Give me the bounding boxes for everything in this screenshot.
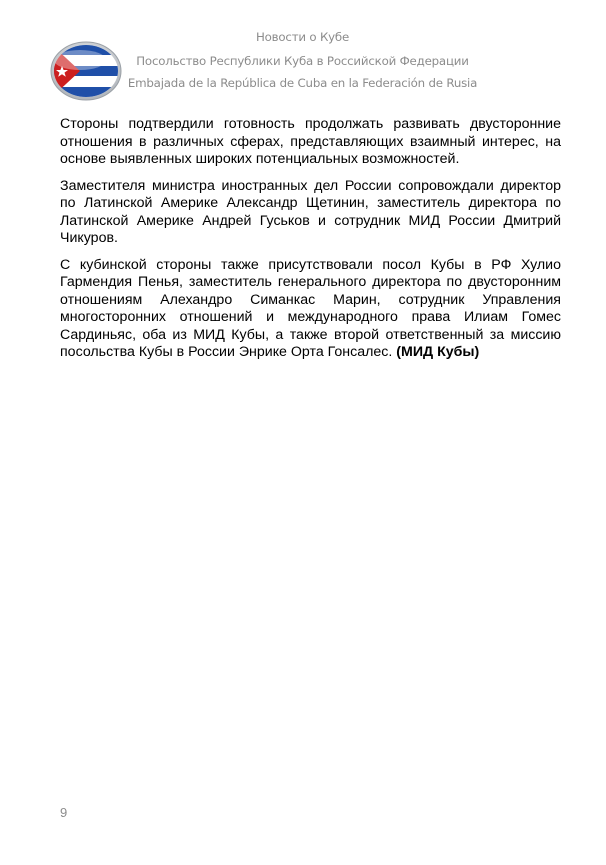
page-number: 9 [60,805,68,820]
paragraph-text: С кубинской стороны также присутствовали посол Кубы в РФ Хулио Гармендия Пенья, заместитель генерального директора по двусторонним отношениям Алехандро Симанкас Марин, сотрудник Управления многосторонних отношений и международного права Илиам Гомес Сардиньяс, оба из МИД Кубы, а также второй ответственный за миссию посольства Кубы в России Энрике Орта Гонсалес. [60,256,561,360]
paragraph: Стороны подтвердили готовность продолжать развивать двусторонние отношения в различных сферах, представляющих взаимный интерес, на основе выявленных широких потенциальных возможностей. [60,116,561,167]
document-header [120,30,485,91]
paragraph [60,257,561,362]
header-embassy-ru: Посольство Республики Куба в Российской Федерации [136,54,469,68]
paragraph: Заместителя министра иностранных дел России сопровождали директор по Латинской Америке Александр Щетинин, заместитель директора по Латинской Америке Андрей Гуськов и сотрудник МИД России Дмитрий Чикуров. [60,177,561,246]
source-tag: (МИД Кубы) [396,344,480,360]
cuban-flag-emblem-icon [50,40,122,102]
header-title: Новости о Кубе [255,30,350,44]
header-embassy-es: Embajada de la República de Cuba en la Federación de Rusia [127,76,478,90]
article-body [60,116,561,371]
